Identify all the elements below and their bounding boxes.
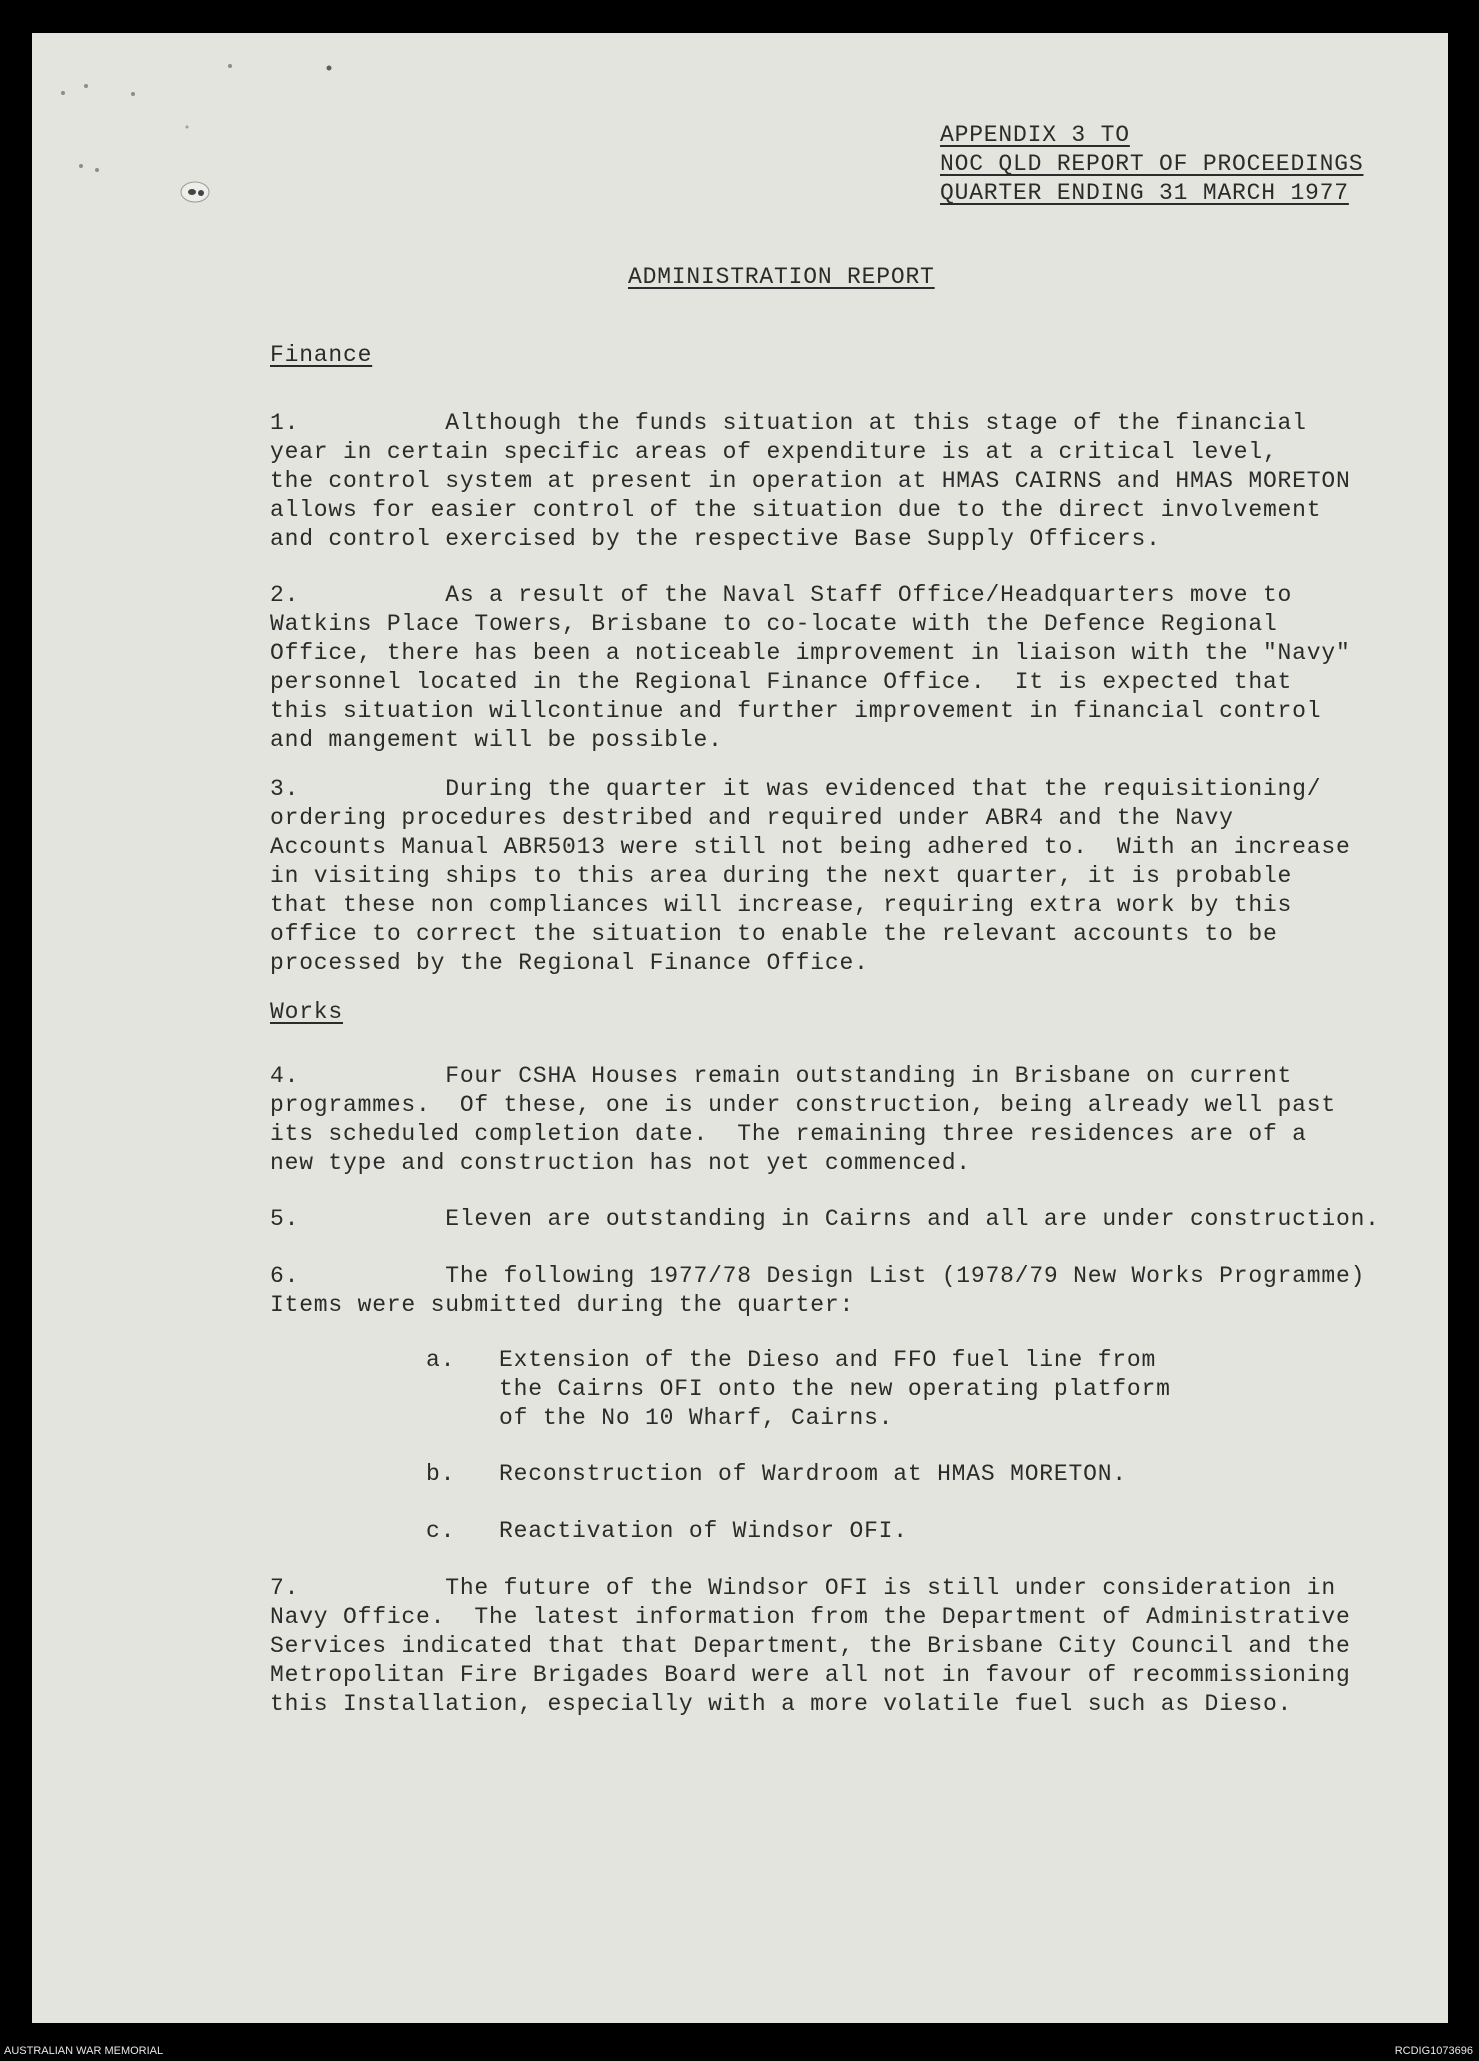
paragraph-line: 2. As a result of the Naval Staff Office/Headquarters move to — [270, 582, 1293, 608]
works-heading: Works — [270, 999, 344, 1025]
paragraph-line: Items were submitted during the quarter: — [270, 1292, 855, 1318]
paragraph-line: Watkins Place Towers, Brisbane to co-locate with the Defence Regional — [270, 611, 1278, 637]
paragraph-line: processed by the Regional Finance Office. — [270, 950, 869, 976]
finance-heading: Finance — [270, 342, 373, 368]
paragraph-line: this situation willcontinue and further improvement in financial control — [270, 698, 1322, 724]
paragraph-line: 5. Eleven are outstanding in Cairns and all are under construction. — [270, 1206, 1380, 1232]
paragraph-line: ordering procedures destribed and required under ABR4 and the Navy — [270, 805, 1234, 831]
paragraph-line: 6. The following 1977/78 Design List (1978/79 New Works Programme) — [270, 1263, 1366, 1289]
list-item-line: b. Reconstruction of Wardroom at HMAS MORETON. — [426, 1461, 1127, 1487]
paragraph-line: its scheduled completion date. The remaining three residences are of a — [270, 1121, 1307, 1147]
paragraph-line: and control exercised by the respective Base Supply Officers. — [270, 526, 1161, 552]
paragraph-line: Navy Office. The latest information from the Department of Administrative — [270, 1604, 1351, 1630]
paragraph-line: 4. Four CSHA Houses remain outstanding in Brisbane on current — [270, 1063, 1293, 1089]
paragraph-line: and mangement will be possible. — [270, 727, 723, 753]
paragraph-line: in visiting ships to this area during the next quarter, it is probable — [270, 863, 1293, 889]
appendix-line-3: QUARTER ENDING 31 MARCH 1977 — [940, 180, 1349, 206]
paragraph-line: office to correct the situation to enable the relevant accounts to be — [270, 921, 1278, 947]
paragraph-line: year in certain specific areas of expenditure is at a critical level, — [270, 439, 1278, 465]
footer-credit: AUSTRALIAN WAR MEMORIAL — [4, 2045, 164, 2057]
list-item-line: the Cairns OFI onto the new operating platform — [426, 1376, 1171, 1402]
paragraph-line: Metropolitan Fire Brigades Board were all not in favour of recommissioning — [270, 1662, 1351, 1688]
paragraph-line: Services indicated that that Department, the Brisbane City Council and the — [270, 1633, 1351, 1659]
paragraph-line: new type and construction has not yet commenced. — [270, 1150, 971, 1176]
appendix-line-2: NOC QLD REPORT OF PROCEEDINGS — [940, 151, 1364, 177]
paragraph-line: that these non compliances will increase, requiring extra work by this — [270, 892, 1293, 918]
paragraph-line: 3. During the quarter it was evidenced that the requisitioning/ — [270, 776, 1322, 802]
paragraph-line: Office, there has been a noticeable improvement in liaison with the "Navy" — [270, 640, 1351, 666]
paragraph-line: Accounts Manual ABR5013 were still not being adhered to. With an increase — [270, 834, 1351, 860]
paragraph-line: 7. The future of the Windsor OFI is still under consideration in — [270, 1575, 1336, 1601]
paragraph-line: 1. Although the funds situation at this stage of the financial — [270, 410, 1307, 436]
paragraph-line: programmes. Of these, one is under construction, being already well past — [270, 1092, 1336, 1118]
paragraph-line: this Installation, especially with a more volatile fuel such as Dieso. — [270, 1691, 1293, 1717]
appendix-line-1: APPENDIX 3 TO — [940, 122, 1130, 148]
footer-record-id: RCDIG1073696 — [1394, 2045, 1473, 2057]
report-title: ADMINISTRATION REPORT — [628, 264, 935, 290]
paragraph-line: personnel located in the Regional Finance Office. It is expected that — [270, 669, 1293, 695]
list-item-line: c. Reactivation of Windsor OFI. — [426, 1518, 908, 1544]
paragraph-line: the control system at present in operation at HMAS CAIRNS and HMAS MORETON — [270, 468, 1351, 494]
list-item-line: a. Extension of the Dieso and FFO fuel line from — [426, 1347, 1157, 1373]
list-item-line: of the No 10 Wharf, Cairns. — [426, 1405, 894, 1431]
paragraph-line: allows for easier control of the situation due to the direct involvement — [270, 497, 1322, 523]
